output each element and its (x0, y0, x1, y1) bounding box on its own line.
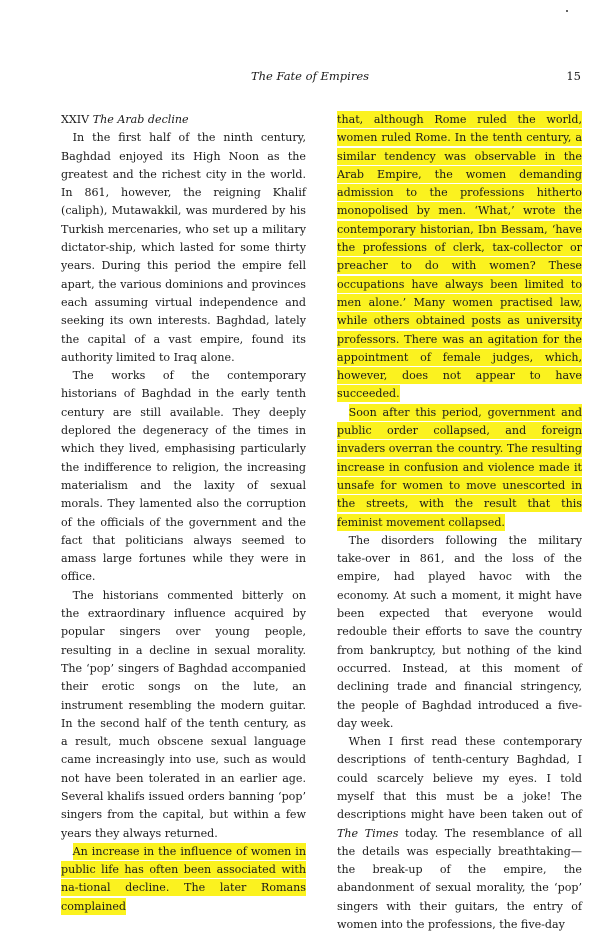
section-number: XXIV (61, 113, 90, 126)
paragraph-text: When I first read these contemporary descriptions of tenth-century Baghdad, I could scarcely believe my eyes. I told myself that this must be a joke! The descriptions might have been taken out of (337, 735, 582, 822)
running-header (0, 68, 615, 84)
highlighted-text[interactable]: that, although Rome ruled the world, women ruled Rome. In the tenth century, a similar tendency was observable in the Arab Empire, the women demanding admission to the professions hitherto monopolised by men. ‘What,’ wrote the contemporary historian, Ibn Bessam, ‘have the professions of clerk, tax-collector or preacher to do with women? These occupations have always been limited to men alone.’ Many women practised law, while others obtained posts as university professors. There was an agitation for the appointment of female judges, which, however, does not appear to have succeeded. (337, 113, 582, 401)
right-column (337, 111, 582, 934)
highlighted-text[interactable]: An increase in the influence of women in public life has often been associated with na-tional decline. The later Romans complained (61, 844, 306, 913)
section-title: The Arab decline (92, 113, 189, 126)
section-heading (61, 111, 306, 129)
paragraph: The disorders following the military take-over in 861, and the loss of the empire, had played havoc with the economy. At such a moment, it might have been expected that everyone would redouble their efforts to save the country from bankruptcy, but nothing of the kind occurred. Instead, at this moment of declining trade and financial stringency, the people of Baghdad introduced a five-day week. (337, 533, 582, 730)
left-column (61, 111, 306, 916)
paragraph-text: today. The resemblance of all the details was especially breathtaking—the break-up of the empire, the abandonment of sexual morality, the ‘pop’ singers with their guitars, the entry of women into the professions, the five-day (337, 826, 582, 932)
highlighted-paragraph-continued (337, 111, 582, 404)
stray-mark (566, 10, 568, 12)
running-title: The Fate of Empires (250, 69, 370, 83)
highlighted-text[interactable]: Soon after this period, government and public order collapsed, and foreign invaders overran the country. The resulting increase in confusion and violence made it unsafe for women to move unescorted in the streets, with the result that this feminist movement collapsed. (337, 405, 582, 529)
highlighted-paragraph (61, 843, 306, 916)
publication-title: The Times (337, 826, 399, 840)
paragraph: In the first half of the ninth century, Baghdad enjoyed its High Noon as the greatest and the richest city in the world. In 861, however, the reigning Khalif (caliph), Mutawakkil, was murdered by his Turkish mercenaries, who set up a military dictator-ship, which lasted for some thirty years. During this period the empire fell apart, the various dominions and provinces each assuming virtual independence and seeking its own interests. Baghdad, lately the capital of a vast empire, found its authority limited to Iraq alone. (61, 131, 306, 364)
highlighted-paragraph (337, 404, 582, 532)
paragraph: The historians commented bitterly on the extraordinary influence acquired by popular singers over young people, resulting in a decline in sexual morality. The ‘pop’ singers of Baghdad accompanied their erotic songs on the lute, an instrument resembling the modern guitar. In the second half of the tenth century, as a result, much obscene sexual language came increasingly into use, such as would not have been tolerated in an earlier age. Several khalifs issued orders banning ‘pop’ singers from the capital, but within a few years they always returned. (61, 588, 306, 840)
paragraph (337, 733, 582, 934)
paragraph: The works of the contemporary historians of Baghdad in the early tenth century are still available. They deeply deplored the degeneracy of the times in which they lived, emphasising particularly the indifference to religion, the increasing materialism and the laxity of sexual morals. They lamented also the corruption of the officials of the government and the fact that politicians always seemed to amass large fortunes while they were in office. (61, 369, 306, 584)
page-number: 15 (566, 69, 581, 83)
